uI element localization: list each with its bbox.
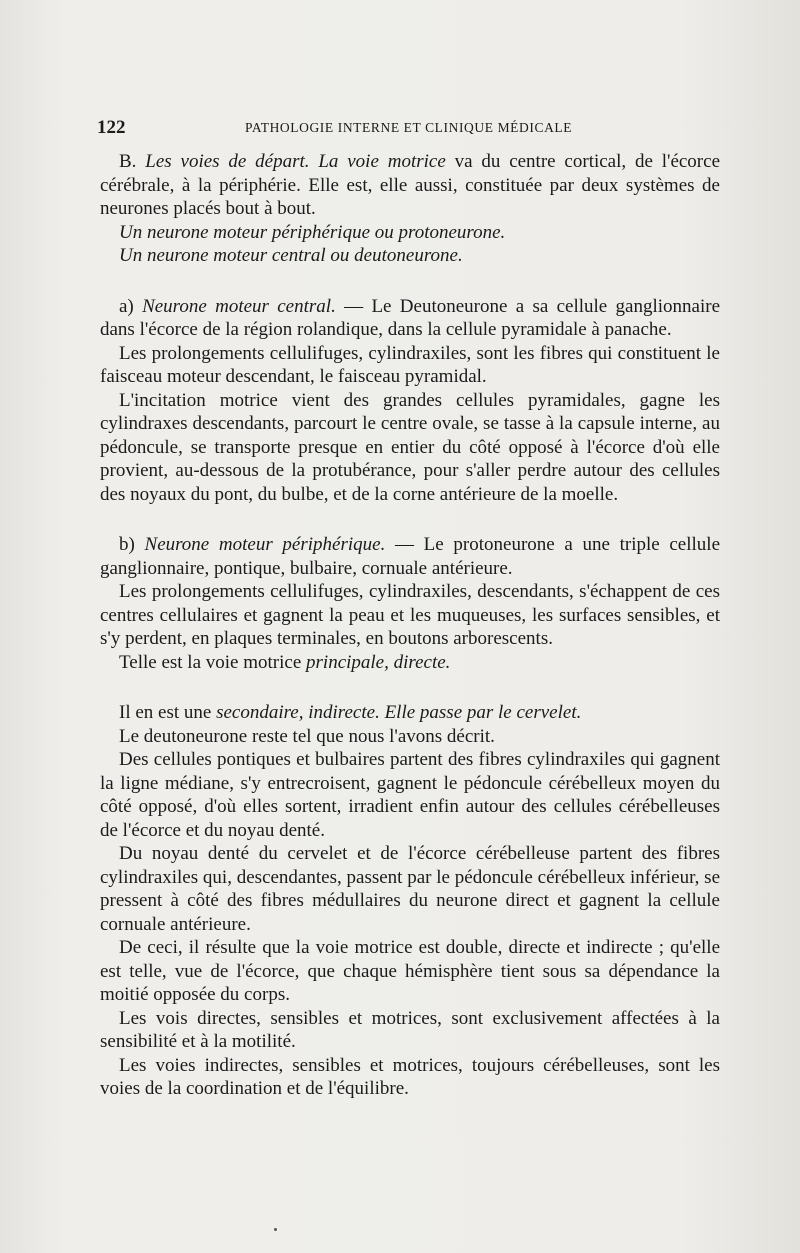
paragraph-text: Les vois directes, sensibles et motrices, sont exclusivement affectées à la sensibilité et à la motilité.: [100, 1007, 720, 1052]
paragraph: [100, 342, 720, 389]
paragraph: [100, 701, 720, 725]
paragraph-text: Les prolongements cellulifuges, cylindraxiles, descendants, s'échappent de ces centres cellulaires et gagnent la peau et les muqueuses, les surfaces sensibles, et s'y perdent, en plaques terminales, en boutons arborescents.: [100, 581, 720, 649]
paragraph-text: Les prolongements cellulifuges, cylindraxiles, sont les fibres qui constituent le faisceau moteur descendant, le faisceau pyramidal.: [100, 342, 720, 387]
page-header: [97, 117, 730, 139]
paragraph-text: Les voies indirectes, sensibles et motrices, toujours cérébelleuses, sont les voies de la coordination et de l'équilibre.: [100, 1054, 720, 1099]
paragraph: [100, 580, 720, 651]
paragraph-label: B.: [119, 151, 137, 172]
italic-tail: principale, directe.: [306, 651, 451, 673]
paragraph-text: — Le protoneurone a une triple cellule ganglionnaire, pontique, bulbaire, cornuale antérieure.: [100, 534, 721, 579]
paragraph: [100, 221, 720, 245]
body-text: [100, 150, 720, 1101]
paragraph: [100, 651, 720, 675]
paragraph: [100, 295, 720, 342]
italic-lead: La voie motrice: [318, 151, 446, 172]
running-head: PATHOLOGIE INTERNE ET CLINIQUE MÉDICALE: [245, 120, 573, 135]
paragraph-label: b): [119, 534, 135, 555]
paragraph: [100, 842, 720, 936]
italic-lead: Neurone moteur central.: [142, 295, 336, 317]
paragraph-text: Des cellules pontiques et bulbaires partent des fibres cylindraxiles qui gagnent la ligne médiane, s'y entrecroisent, gagnent le pédoncule cérébelleux moyen du côté opposé, d'où elles sortent, irradient enfin autour des cellules cérébelleuses de l'écorce et du noyau denté.: [100, 749, 720, 841]
paragraph-text: Telle est la voie motrice: [119, 651, 307, 673]
paragraph: [100, 936, 720, 1007]
paragraph-text: Du noyau denté du cervelet et de l'écorce cérébelleuse partent des fibres cylindraxiles qui, descendantes, passent par le pédoncule cérébelleux inférieur, se pressent à côté des fibres médullaires du neurone direct et gagnent la cellule cornuale antérieure.: [100, 843, 720, 935]
paragraph-text: va du centre cortical, de l'écorce cérébrale, à la périphérie. Elle est, elle aussi, constituée par deux systèmes de neurones placés bout à bout.: [100, 151, 721, 219]
paragraph-text: Le deutoneurone reste tel que nous l'avons décrit.: [119, 725, 495, 747]
paragraph: [100, 533, 720, 580]
paragraph-text: L'incitation motrice vient des grandes cellules pyramidales, gagne les cylindraxes descendants, parcourt le centre ovale, se tasse à la capsule interne, au pédoncule, se transporte presque en entier du côté opposé à l'écorce d'où elle provient, au-dessous de la protubérance, pour s'aller perdre autour des cellules des noyaux du pont, du bulbe, et de la corne antérieure de la moelle.: [100, 389, 720, 505]
paragraph: [100, 748, 720, 842]
italic-lead: Neurone moteur périphérique.: [144, 534, 386, 555]
paragraph: [100, 1007, 720, 1054]
paragraph: [100, 389, 720, 507]
paragraph: [100, 150, 720, 221]
paragraph-text: De ceci, il résulte que la voie motrice est double, directe et indirecte ; qu'elle est telle, vue de l'écorce, que chaque hémisphère tient sous sa dépendance la moitié opposée du corps.: [100, 937, 720, 1005]
paragraph-text: Il en est une: [119, 702, 217, 723]
page-number: 122: [97, 117, 126, 138]
italic-lead: Les voies de départ.: [145, 151, 310, 172]
italic-tail: secondaire, indirecte. Elle passe par le cervelet.: [216, 702, 582, 723]
italic-lead: Un neurone moteur périphérique ou protoneurone.: [119, 221, 506, 243]
italic-lead: Un neurone moteur central ou deutoneurone.: [119, 245, 463, 266]
paragraph: [100, 244, 720, 268]
print-speck: [274, 1228, 277, 1231]
paragraph-label: a): [119, 295, 134, 317]
paragraph-text: — Le Deutoneurone a sa cellule ganglionnaire dans l'écorce de la région rolandique, dans la cellule pyramidale à panache.: [100, 295, 721, 340]
paragraph: [100, 725, 720, 749]
paragraph: [100, 1054, 720, 1101]
